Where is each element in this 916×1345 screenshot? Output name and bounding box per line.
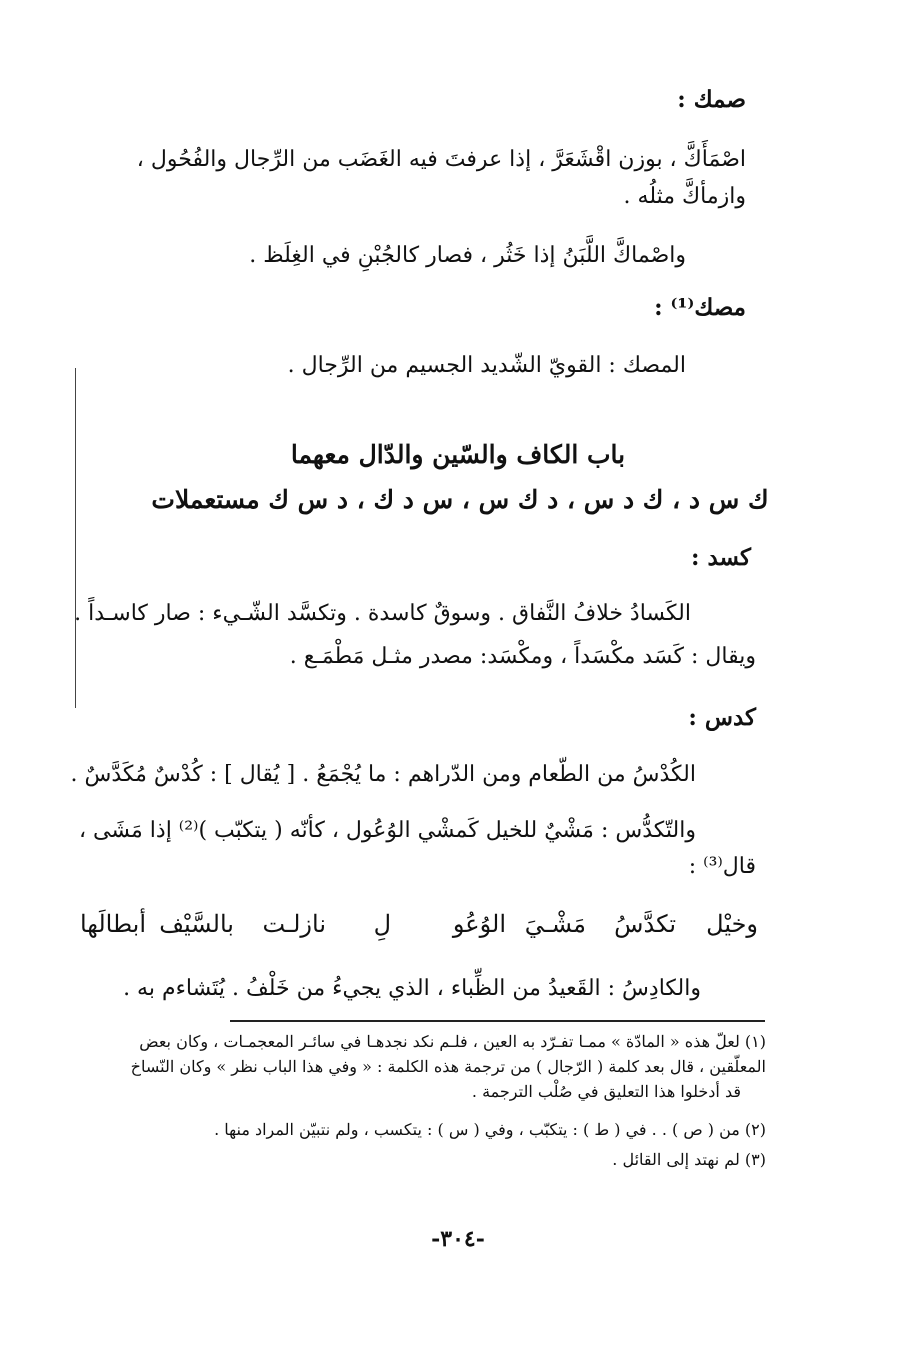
verse-word: أبطالَها [79, 910, 146, 938]
verse-word: الوُعُو [452, 910, 506, 938]
verse-word: وخيْل [706, 910, 758, 938]
entry-line: قال⁽³⁾ : [688, 854, 756, 879]
verse-word: نازلـت [262, 910, 326, 938]
entry-line: اصْمَأَكَّ ، بوزن اقْشَعَرَّ ، إذا عرفتَ فيه الغَضَب من الرِّجال والفُحُول ، [136, 147, 746, 172]
footnote: قد أدخلوا هذا التعليق في صُلْب الترجمة . [471, 1082, 741, 1101]
page-number: -٣٠٤- [431, 1226, 485, 1252]
footnote: (١) لعلّ هذه « المادّة » ممـا تفـرّد به العين ، فلـم نكد نجدهـا في سائـر المعجمـات ، وكان بعض [139, 1032, 766, 1051]
footnote: المعلّقين ، قال بعد كلمة ( الرّجال ) من ترجمة هذه الكلمة : « وفي هذا الباب نظر » وكان النّساخ [130, 1057, 766, 1076]
entry-line: الكَسادُ خلافُ النَّفاق . وسوقٌ كاسدة . وتكسَّد الشّـيء : صار كاسـداً . [74, 601, 691, 626]
entry-line: والتّكدُّس : مَشْيٌ للخيل كَمشْي الوُعُول ، كأنّه ( يتكبّب )⁽²⁾ إذا مَشَى ، [78, 818, 696, 843]
entry-heading-kadas: كدس : [688, 704, 756, 731]
chapter-title: باب الكاف والسّين والدّال معهما [290, 440, 626, 469]
entry-line: ويقال : كَسَد مكْسَداً ، ومكْسَد: مصدر مثـل مَطْمَـع . [289, 644, 756, 669]
verse-word: تكدَّسُ [614, 910, 676, 938]
entry-heading-kasad: كسد : [690, 544, 751, 571]
entry-line: والكادِسُ : القَعيدُ من الظِّباء ، الذي يجيءُ من خَلْفُ . يُتَشاءم به . [123, 976, 701, 1001]
entry-line: المصك : القويّ الشّديد الجسيم من الرِّجال . [287, 353, 686, 378]
entry-heading-masak: مصك⁽¹⁾ : [654, 294, 746, 321]
verse-word: لِ [373, 910, 391, 938]
margin-rule [75, 368, 76, 708]
poem-verse [0, 910, 916, 950]
entry-heading-samak: صمك : [677, 86, 746, 113]
verse-word: مَشْـيَ [524, 910, 586, 938]
entry-line: وازمأكَّ مثلُه . [623, 184, 746, 209]
entry-line: الكُدْسُ من الطّعام ومن الدّراهم : ما يُجْمَعُ . [ يُقال ] : كُدْسٌ مُكَدَّسٌ . [70, 762, 696, 787]
entry-line: واصْماكَّ اللَّبَنُ إذا خَثُر ، فصار كالجُبْنِ في الغِلَظ . [249, 243, 686, 268]
footnote-rule [230, 1020, 765, 1022]
footnote: (٣) لم نهتد إلى القائل . [612, 1150, 766, 1169]
chapter-subtitle: ك س د ، ك د س ، د ك س ، س د ك ، د س ك مستعملات [151, 485, 769, 514]
verse-word: بالسَّيْف [159, 910, 234, 938]
footnote: (٢) من ( ص ) . . في ( ط ) : يتكبّب ، وفي ( س ) : يتكسب ، ولم نتبيّن المراد منها . [214, 1120, 766, 1139]
